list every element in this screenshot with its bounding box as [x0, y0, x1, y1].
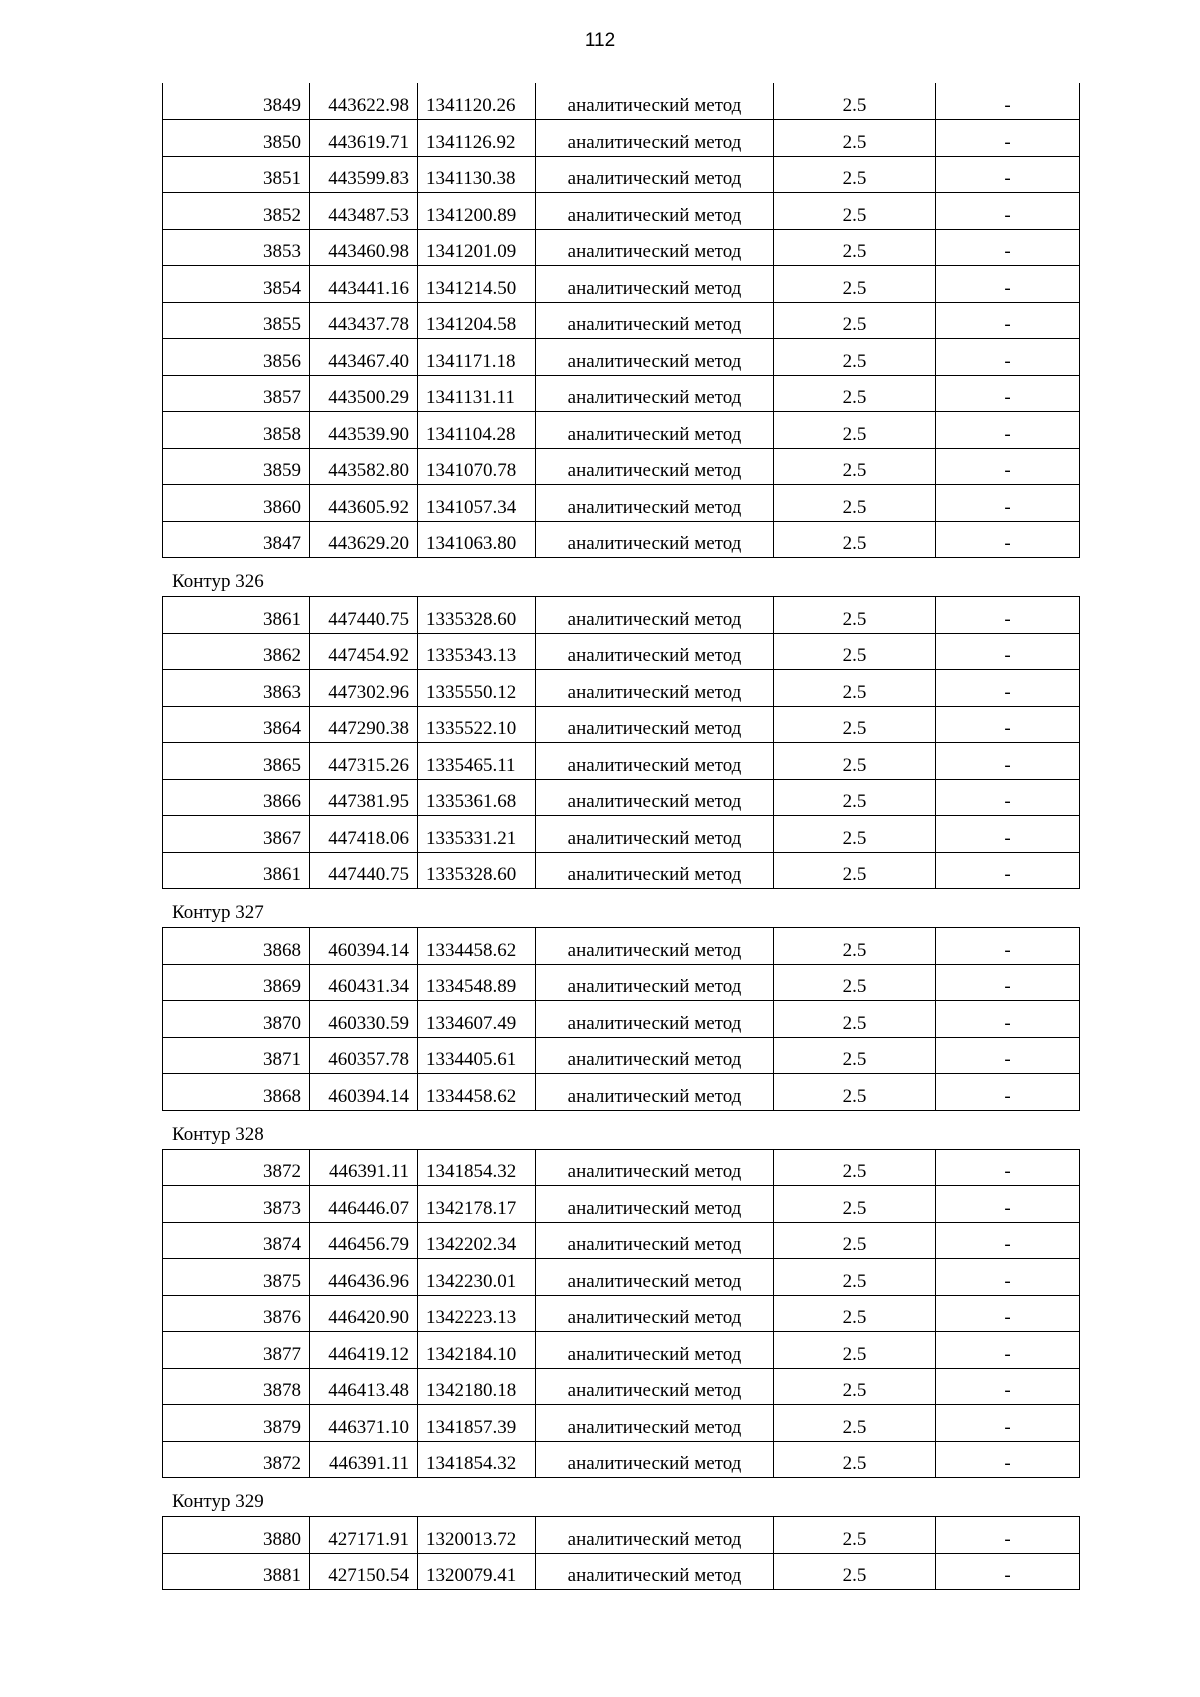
y-coordinate-cell: 1342178.17 [418, 1186, 536, 1223]
description-cell: - [936, 1517, 1080, 1554]
method-cell: аналитический метод [536, 1368, 774, 1405]
accuracy-cell: 2.5 [774, 964, 936, 1001]
method-cell: аналитический метод [536, 1405, 774, 1442]
table-row [163, 375, 1080, 412]
x-coordinate-cell: 443441.16 [310, 266, 418, 303]
point-number-cell: 3861 [163, 597, 310, 634]
x-coordinate-cell: 460330.59 [310, 1001, 418, 1038]
description-cell: - [936, 928, 1080, 965]
accuracy-cell: 2.5 [774, 743, 936, 780]
x-coordinate-cell: 447381.95 [310, 779, 418, 816]
point-number-cell: 3873 [163, 1186, 310, 1223]
description-cell: - [936, 1553, 1080, 1590]
y-coordinate-cell: 1320079.41 [418, 1553, 536, 1590]
x-coordinate-cell: 447290.38 [310, 706, 418, 743]
point-number-cell: 3863 [163, 670, 310, 707]
accuracy-cell: 2.5 [774, 1368, 936, 1405]
y-coordinate-cell: 1341131.11 [418, 375, 536, 412]
x-coordinate-cell: 443539.90 [310, 412, 418, 449]
x-coordinate-cell: 446391.11 [310, 1149, 418, 1186]
method-cell: аналитический метод [536, 964, 774, 1001]
accuracy-cell: 2.5 [774, 448, 936, 485]
point-number-cell: 3852 [163, 193, 310, 230]
y-coordinate-cell: 1342230.01 [418, 1259, 536, 1296]
method-cell: аналитический метод [536, 448, 774, 485]
x-coordinate-cell: 443487.53 [310, 193, 418, 230]
y-coordinate-cell: 1341063.80 [418, 521, 536, 558]
accuracy-cell: 2.5 [774, 302, 936, 339]
accuracy-cell: 2.5 [774, 1186, 936, 1223]
description-cell: - [936, 83, 1080, 120]
contour-label: Контур 326 [172, 571, 264, 592]
accuracy-cell: 2.5 [774, 83, 936, 120]
description-cell: - [936, 1259, 1080, 1296]
y-coordinate-cell: 1335331.21 [418, 816, 536, 853]
method-cell: аналитический метод [536, 1441, 774, 1478]
point-number-cell: 3868 [163, 1074, 310, 1111]
description-cell: - [936, 120, 1080, 157]
y-coordinate-cell: 1334405.61 [418, 1037, 536, 1074]
table-row [163, 1074, 1080, 1111]
y-coordinate-cell: 1335522.10 [418, 706, 536, 743]
method-cell: аналитический метод [536, 302, 774, 339]
accuracy-cell: 2.5 [774, 670, 936, 707]
x-coordinate-cell: 446419.12 [310, 1332, 418, 1369]
method-cell: аналитический метод [536, 706, 774, 743]
x-coordinate-cell: 447418.06 [310, 816, 418, 853]
point-number-cell: 3880 [163, 1517, 310, 1554]
x-coordinate-cell: 443605.92 [310, 485, 418, 522]
y-coordinate-cell: 1341204.58 [418, 302, 536, 339]
description-cell: - [936, 964, 1080, 1001]
accuracy-cell: 2.5 [774, 1441, 936, 1478]
method-cell: аналитический метод [536, 521, 774, 558]
point-number-cell: 3853 [163, 229, 310, 266]
method-cell: аналитический метод [536, 1259, 774, 1296]
accuracy-cell: 2.5 [774, 1295, 936, 1332]
page-number: 112 [584, 30, 616, 51]
method-cell: аналитический метод [536, 375, 774, 412]
coordinates-table [162, 596, 1080, 889]
accuracy-cell: 2.5 [774, 1553, 936, 1590]
point-number-cell: 3850 [163, 120, 310, 157]
method-cell: аналитический метод [536, 1517, 774, 1554]
accuracy-cell: 2.5 [774, 928, 936, 965]
table-row [163, 1441, 1080, 1478]
accuracy-cell: 2.5 [774, 633, 936, 670]
y-coordinate-cell: 1341171.18 [418, 339, 536, 376]
x-coordinate-cell: 443467.40 [310, 339, 418, 376]
accuracy-cell: 2.5 [774, 266, 936, 303]
description-cell: - [936, 816, 1080, 853]
description-cell: - [936, 1368, 1080, 1405]
x-coordinate-cell: 443460.98 [310, 229, 418, 266]
y-coordinate-cell: 1341126.92 [418, 120, 536, 157]
x-coordinate-cell: 447454.92 [310, 633, 418, 670]
method-cell: аналитический метод [536, 1149, 774, 1186]
method-cell: аналитический метод [536, 928, 774, 965]
table-row [163, 779, 1080, 816]
table-row [163, 597, 1080, 634]
description-cell: - [936, 1149, 1080, 1186]
table-row [163, 448, 1080, 485]
point-number-cell: 3859 [163, 448, 310, 485]
table-row [163, 266, 1080, 303]
method-cell: аналитический метод [536, 266, 774, 303]
y-coordinate-cell: 1335343.13 [418, 633, 536, 670]
accuracy-cell: 2.5 [774, 1222, 936, 1259]
accuracy-cell: 2.5 [774, 120, 936, 157]
table-row [163, 1222, 1080, 1259]
table-row [163, 633, 1080, 670]
point-number-cell: 3878 [163, 1368, 310, 1405]
table-row [163, 1259, 1080, 1296]
description-cell: - [936, 266, 1080, 303]
table-row [163, 1149, 1080, 1186]
accuracy-cell: 2.5 [774, 521, 936, 558]
table-row [163, 928, 1080, 965]
method-cell: аналитический метод [536, 1295, 774, 1332]
method-cell: аналитический метод [536, 1001, 774, 1038]
x-coordinate-cell: 447315.26 [310, 743, 418, 780]
description-cell: - [936, 1441, 1080, 1478]
x-coordinate-cell: 460394.14 [310, 928, 418, 965]
x-coordinate-cell: 446456.79 [310, 1222, 418, 1259]
description-cell: - [936, 852, 1080, 889]
table-row [163, 1553, 1080, 1590]
table-row [163, 1186, 1080, 1223]
y-coordinate-cell: 1341130.38 [418, 156, 536, 193]
table-row [163, 706, 1080, 743]
method-cell: аналитический метод [536, 1074, 774, 1111]
table-row [163, 1037, 1080, 1074]
description-cell: - [936, 339, 1080, 376]
accuracy-cell: 2.5 [774, 816, 936, 853]
table-row [163, 302, 1080, 339]
method-cell: аналитический метод [536, 193, 774, 230]
table-row [163, 743, 1080, 780]
point-number-cell: 3877 [163, 1332, 310, 1369]
coordinates-table [162, 83, 1080, 558]
y-coordinate-cell: 1341854.32 [418, 1441, 536, 1478]
x-coordinate-cell: 447440.75 [310, 597, 418, 634]
table-row [163, 1295, 1080, 1332]
accuracy-cell: 2.5 [774, 339, 936, 376]
x-coordinate-cell: 443619.71 [310, 120, 418, 157]
y-coordinate-cell: 1334607.49 [418, 1001, 536, 1038]
point-number-cell: 3865 [163, 743, 310, 780]
accuracy-cell: 2.5 [774, 156, 936, 193]
coordinates-table [162, 927, 1080, 1111]
description-cell: - [936, 229, 1080, 266]
method-cell: аналитический метод [536, 1222, 774, 1259]
accuracy-cell: 2.5 [774, 706, 936, 743]
description-cell: - [936, 1332, 1080, 1369]
x-coordinate-cell: 427150.54 [310, 1553, 418, 1590]
point-number-cell: 3870 [163, 1001, 310, 1038]
description-cell: - [936, 743, 1080, 780]
y-coordinate-cell: 1341214.50 [418, 266, 536, 303]
point-number-cell: 3861 [163, 852, 310, 889]
accuracy-cell: 2.5 [774, 1332, 936, 1369]
y-coordinate-cell: 1320013.72 [418, 1517, 536, 1554]
point-number-cell: 3847 [163, 521, 310, 558]
x-coordinate-cell: 446391.11 [310, 1441, 418, 1478]
accuracy-cell: 2.5 [774, 1149, 936, 1186]
method-cell: аналитический метод [536, 1553, 774, 1590]
point-number-cell: 3869 [163, 964, 310, 1001]
method-cell: аналитический метод [536, 120, 774, 157]
x-coordinate-cell: 446371.10 [310, 1405, 418, 1442]
description-cell: - [936, 633, 1080, 670]
method-cell: аналитический метод [536, 816, 774, 853]
point-number-cell: 3871 [163, 1037, 310, 1074]
table-row [163, 852, 1080, 889]
y-coordinate-cell: 1335361.68 [418, 779, 536, 816]
point-number-cell: 3860 [163, 485, 310, 522]
coordinates-table [162, 1149, 1080, 1479]
accuracy-cell: 2.5 [774, 597, 936, 634]
table-row [163, 1001, 1080, 1038]
y-coordinate-cell: 1342184.10 [418, 1332, 536, 1369]
y-coordinate-cell: 1335465.11 [418, 743, 536, 780]
method-cell: аналитический метод [536, 485, 774, 522]
x-coordinate-cell: 443437.78 [310, 302, 418, 339]
point-number-cell: 3867 [163, 816, 310, 853]
x-coordinate-cell: 446413.48 [310, 1368, 418, 1405]
coordinates-table [162, 1516, 1080, 1590]
description-cell: - [936, 1186, 1080, 1223]
x-coordinate-cell: 446446.07 [310, 1186, 418, 1223]
table-row [163, 521, 1080, 558]
table-row [163, 83, 1080, 120]
x-coordinate-cell: 443582.80 [310, 448, 418, 485]
method-cell: аналитический метод [536, 83, 774, 120]
x-coordinate-cell: 443599.83 [310, 156, 418, 193]
x-coordinate-cell: 460394.14 [310, 1074, 418, 1111]
y-coordinate-cell: 1334458.62 [418, 928, 536, 965]
table-row [163, 670, 1080, 707]
point-number-cell: 3872 [163, 1441, 310, 1478]
accuracy-cell: 2.5 [774, 485, 936, 522]
description-cell: - [936, 670, 1080, 707]
contour-label: Контур 329 [172, 1491, 264, 1512]
method-cell: аналитический метод [536, 670, 774, 707]
y-coordinate-cell: 1341104.28 [418, 412, 536, 449]
x-coordinate-cell: 427171.91 [310, 1517, 418, 1554]
y-coordinate-cell: 1341854.32 [418, 1149, 536, 1186]
point-number-cell: 3857 [163, 375, 310, 412]
contour-label: Контур 328 [172, 1123, 264, 1145]
table-row [163, 1517, 1080, 1554]
y-coordinate-cell: 1341057.34 [418, 485, 536, 522]
point-number-cell: 3874 [163, 1222, 310, 1259]
point-number-cell: 3862 [163, 633, 310, 670]
description-cell: - [936, 597, 1080, 634]
accuracy-cell: 2.5 [774, 375, 936, 412]
method-cell: аналитический метод [536, 633, 774, 670]
y-coordinate-cell: 1335328.60 [418, 597, 536, 634]
point-number-cell: 3866 [163, 779, 310, 816]
description-cell: - [936, 1295, 1080, 1332]
method-cell: аналитический метод [536, 743, 774, 780]
x-coordinate-cell: 446420.90 [310, 1295, 418, 1332]
point-number-cell: 3849 [163, 83, 310, 120]
point-number-cell: 3872 [163, 1149, 310, 1186]
description-cell: - [936, 706, 1080, 743]
description-cell: - [936, 412, 1080, 449]
method-cell: аналитический метод [536, 1186, 774, 1223]
y-coordinate-cell: 1341857.39 [418, 1405, 536, 1442]
x-coordinate-cell: 443500.29 [310, 375, 418, 412]
point-number-cell: 3851 [163, 156, 310, 193]
table-row [163, 412, 1080, 449]
y-coordinate-cell: 1334458.62 [418, 1074, 536, 1111]
point-number-cell: 3881 [163, 1553, 310, 1590]
table-row [163, 485, 1080, 522]
method-cell: аналитический метод [536, 156, 774, 193]
method-cell: аналитический метод [536, 779, 774, 816]
table-row [163, 120, 1080, 157]
table-row [163, 339, 1080, 376]
contour-label: Контур 327 [172, 902, 264, 923]
accuracy-cell: 2.5 [774, 852, 936, 889]
description-cell: - [936, 448, 1080, 485]
y-coordinate-cell: 1341201.09 [418, 229, 536, 266]
accuracy-cell: 2.5 [774, 412, 936, 449]
x-coordinate-cell: 447302.96 [310, 670, 418, 707]
x-coordinate-cell: 460431.34 [310, 964, 418, 1001]
table-row [163, 193, 1080, 230]
accuracy-cell: 2.5 [774, 779, 936, 816]
point-number-cell: 3876 [163, 1295, 310, 1332]
method-cell: аналитический метод [536, 229, 774, 266]
method-cell: аналитический метод [536, 852, 774, 889]
accuracy-cell: 2.5 [774, 1517, 936, 1554]
y-coordinate-cell: 1341200.89 [418, 193, 536, 230]
method-cell: аналитический метод [536, 339, 774, 376]
description-cell: - [936, 1037, 1080, 1074]
table-row [163, 1332, 1080, 1369]
table-row [163, 964, 1080, 1001]
table-row [163, 229, 1080, 266]
description-cell: - [936, 302, 1080, 339]
accuracy-cell: 2.5 [774, 229, 936, 266]
description-cell: - [936, 779, 1080, 816]
point-number-cell: 3879 [163, 1405, 310, 1442]
table-row [163, 156, 1080, 193]
method-cell: аналитический метод [536, 597, 774, 634]
x-coordinate-cell: 443629.20 [310, 521, 418, 558]
description-cell: - [936, 1001, 1080, 1038]
description-cell: - [936, 375, 1080, 412]
description-cell: - [936, 156, 1080, 193]
method-cell: аналитический метод [536, 1037, 774, 1074]
description-cell: - [936, 485, 1080, 522]
table-row [163, 1368, 1080, 1405]
description-cell: - [936, 193, 1080, 230]
point-number-cell: 3855 [163, 302, 310, 339]
point-number-cell: 3868 [163, 928, 310, 965]
x-coordinate-cell: 447440.75 [310, 852, 418, 889]
table-row [163, 816, 1080, 853]
y-coordinate-cell: 1334548.89 [418, 964, 536, 1001]
y-coordinate-cell: 1342202.34 [418, 1222, 536, 1259]
description-cell: - [936, 1405, 1080, 1442]
y-coordinate-cell: 1335550.12 [418, 670, 536, 707]
x-coordinate-cell: 443622.98 [310, 83, 418, 120]
point-number-cell: 3875 [163, 1259, 310, 1296]
y-coordinate-cell: 1342180.18 [418, 1368, 536, 1405]
accuracy-cell: 2.5 [774, 1001, 936, 1038]
point-number-cell: 3856 [163, 339, 310, 376]
y-coordinate-cell: 1341120.26 [418, 83, 536, 120]
accuracy-cell: 2.5 [774, 1405, 936, 1442]
point-number-cell: 3854 [163, 266, 310, 303]
description-cell: - [936, 1074, 1080, 1111]
accuracy-cell: 2.5 [774, 1037, 936, 1074]
method-cell: аналитический метод [536, 1332, 774, 1369]
table-row [163, 1405, 1080, 1442]
accuracy-cell: 2.5 [774, 1259, 936, 1296]
description-cell: - [936, 521, 1080, 558]
x-coordinate-cell: 460357.78 [310, 1037, 418, 1074]
point-number-cell: 3864 [163, 706, 310, 743]
accuracy-cell: 2.5 [774, 193, 936, 230]
coordinates-document [162, 83, 1079, 1590]
y-coordinate-cell: 1342223.13 [418, 1295, 536, 1332]
description-cell: - [936, 1222, 1080, 1259]
accuracy-cell: 2.5 [774, 1074, 936, 1111]
point-number-cell: 3858 [163, 412, 310, 449]
y-coordinate-cell: 1335328.60 [418, 852, 536, 889]
method-cell: аналитический метод [536, 412, 774, 449]
x-coordinate-cell: 446436.96 [310, 1259, 418, 1296]
y-coordinate-cell: 1341070.78 [418, 448, 536, 485]
